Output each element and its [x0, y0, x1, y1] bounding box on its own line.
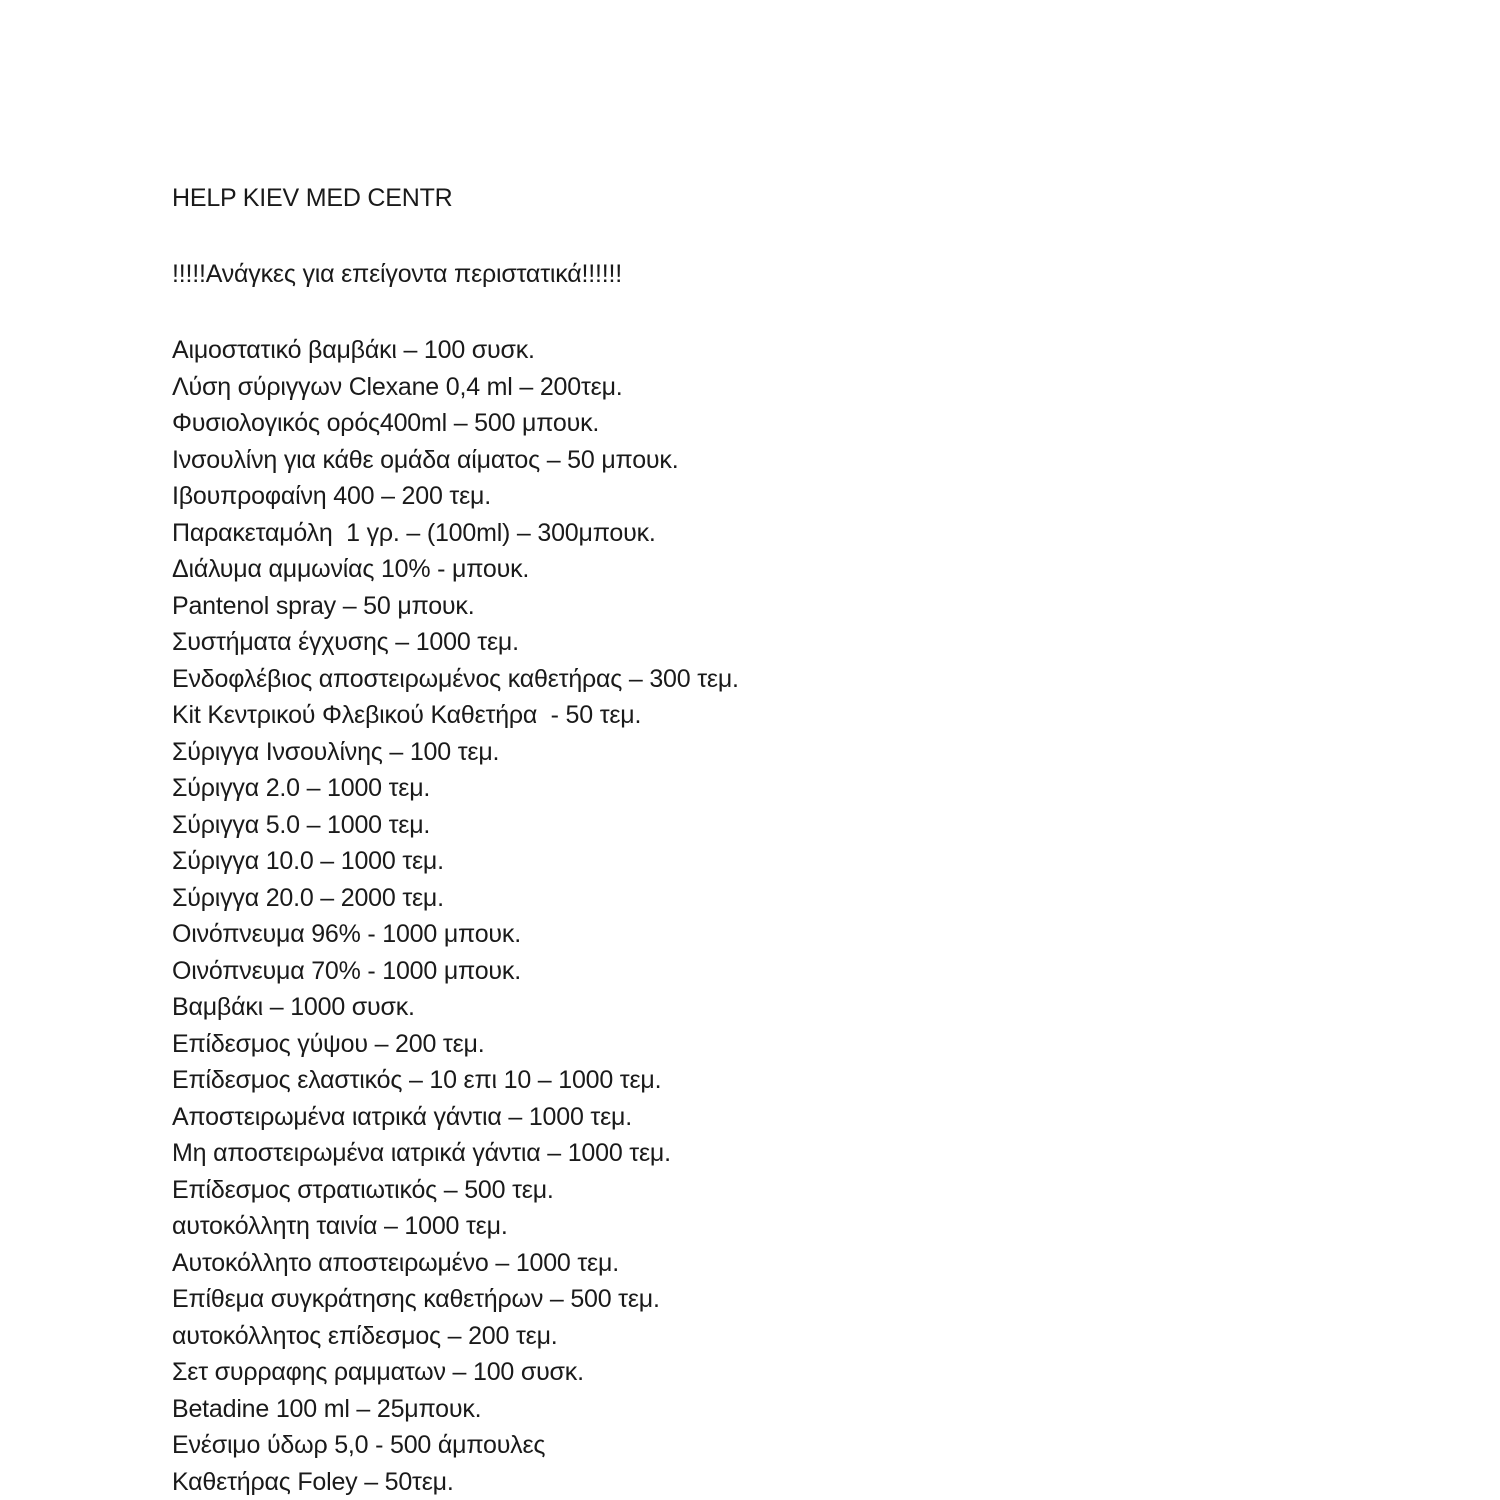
list-item: Λύση σύριγγων Clexane 0,4 ml – 200τεμ.: [172, 372, 623, 401]
list-item: Επίδεσμος στρατιωτικός – 500 τεμ.: [172, 1175, 554, 1204]
list-item: Αποστειρωμένα ιατρικά γάντια – 1000 τεμ.: [172, 1102, 632, 1131]
list-item: Παρακεταμόλη 1 γρ. – (100ml) – 300μπουκ.: [172, 518, 656, 547]
list-item: Μη αποστειρωμένα ιατρικά γάντια – 1000 τεμ.: [172, 1139, 671, 1167]
list-item: Ενέσιμο ύδωρ 5,0 - 500 άμπουλες: [172, 1431, 546, 1459]
list-item: Οινόπνευμα 96% - 1000 μπουκ.: [172, 920, 521, 948]
list-item: Διάλυμα αμμωνίας 10% - μπουκ.: [172, 555, 530, 583]
list-item: αυτοκόλλητη ταινία – 1000 τεμ.: [172, 1212, 508, 1240]
list-item: Ιβουπροφαίνη 400 – 200 τεμ.: [172, 482, 491, 510]
list-item: Καθετήρας Foley – 50τεμ.: [172, 1467, 454, 1496]
supply-list: [172, 332, 1372, 1500]
list-item: Αυτοκόλλητο αποστειρωμένο – 1000 τεμ.: [172, 1248, 619, 1277]
list-item: Σύριγγα 20.0 – 2000 τεμ.: [172, 883, 444, 912]
list-item: Σύριγγα 5.0 – 1000 τεμ.: [172, 810, 431, 839]
list-item: Βαμβάκι – 1000 συσκ.: [172, 993, 415, 1021]
document-title: HELP KIEV MED CENTR: [172, 184, 453, 212]
list-item: Συστήματα έγχυσης – 1000 τεμ.: [172, 628, 519, 656]
list-item: Betadine 100 ml – 25μπουκ.: [172, 1394, 482, 1423]
list-item: Kit Κεντρικού Φλεβικού Καθετήρα - 50 τεμ.: [172, 701, 642, 729]
list-item: Επίθεμα συγκράτησης καθετήρων – 500 τεμ.: [172, 1285, 660, 1313]
list-item: Αιμοστατικό βαμβάκι – 100 συσκ.: [172, 336, 535, 364]
list-item: Επίδεσμος ελαστικός – 10 επι 10 – 1000 τεμ.: [172, 1066, 662, 1094]
list-item: Φυσιολογικός ορός400ml – 500 μπουκ.: [172, 409, 600, 437]
list-item: Επίδεσμος γύψου – 200 τεμ.: [172, 1029, 485, 1058]
list-item: Σύριγγα 2.0 – 1000 τεμ.: [172, 774, 431, 802]
list-item: Pantenol spray – 50 μπουκ.: [172, 591, 475, 620]
list-item: Σύριγγα Ινσουλίνης – 100 τεμ.: [172, 737, 500, 766]
document-subtitle: !!!!!Ανάγκες για επείγοντα περιστατικά!!!!!!: [172, 260, 622, 288]
list-item: Σετ συρραφης ραμματων – 100 συσκ.: [172, 1358, 584, 1386]
document-content: [172, 180, 1372, 1500]
list-item: Σύριγγα 10.0 – 1000 τεμ.: [172, 847, 444, 875]
list-item: Ενδοφλέβιος αποστειρωμένος καθετήρας – 300 τεμ.: [172, 664, 739, 693]
list-item: Ινσουλίνη για κάθε ομάδα αίματος – 50 μπουκ.: [172, 445, 679, 474]
list-item: Οινόπνευμα 70% - 1000 μπουκ.: [172, 956, 521, 985]
list-item: αυτοκόλλητος επίδεσμος – 200 τεμ.: [172, 1321, 558, 1350]
